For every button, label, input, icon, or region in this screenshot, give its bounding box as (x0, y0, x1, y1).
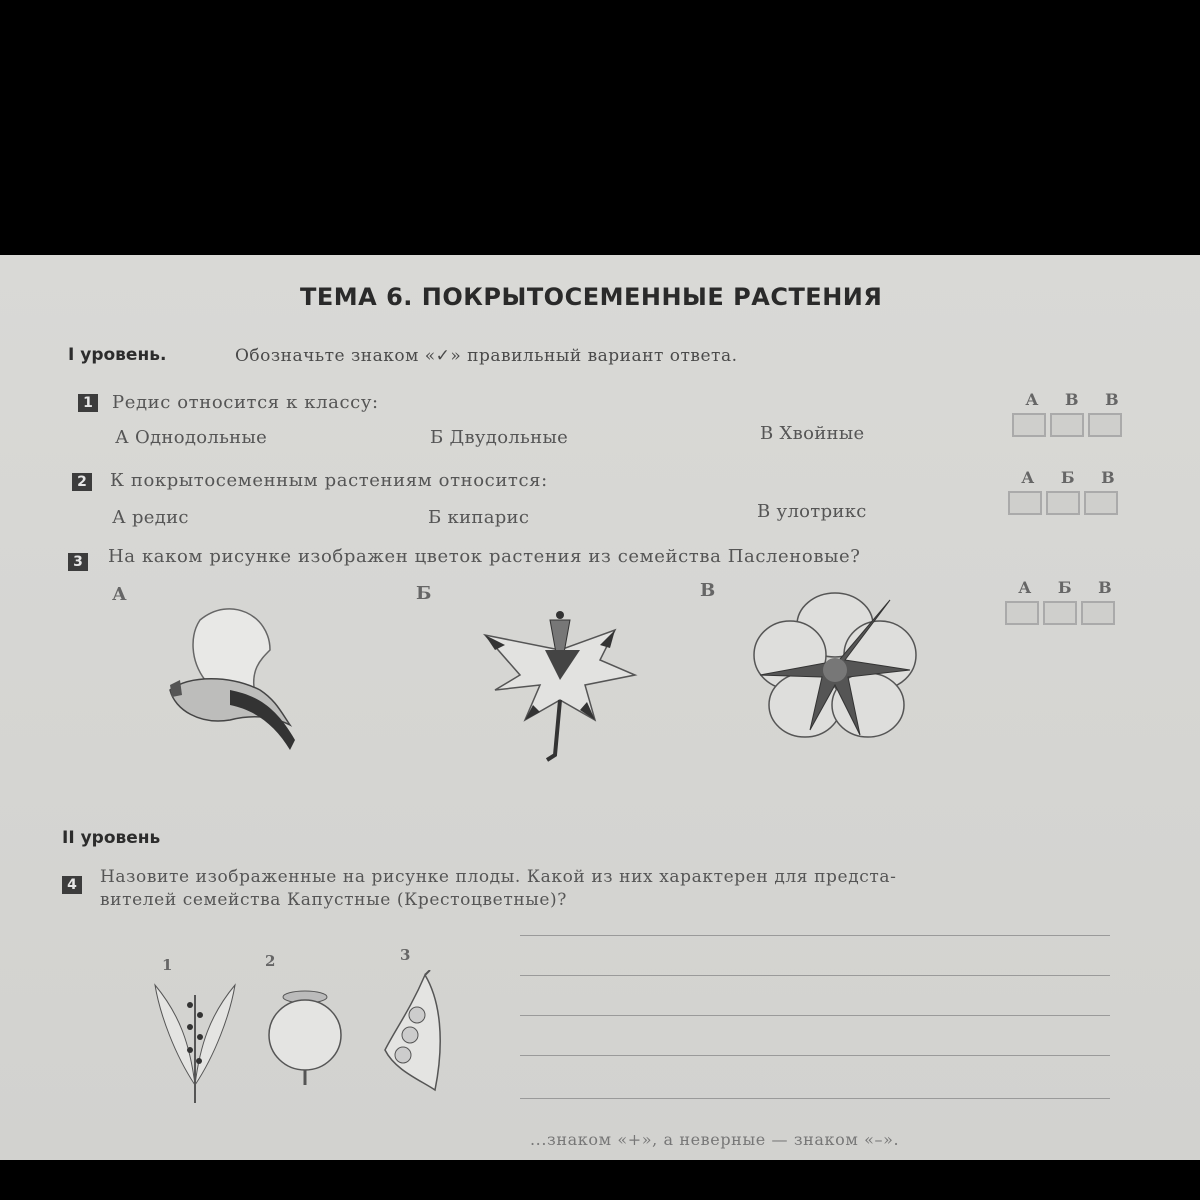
answer-box-a[interactable] (1012, 413, 1046, 437)
footer-cut-text: ...знаком «+», а неверные — знаком «–». (530, 1130, 900, 1149)
question-4-text-line-2: вителей семейства Капустные (Крестоцветные)? (100, 890, 567, 910)
answer-box-b[interactable] (1046, 491, 1080, 515)
fruit-1-illustration (145, 975, 245, 1105)
question-3-text: На каком рисунке изображен цветок растения из семейства Пасленовые? (108, 546, 861, 567)
fruit-2-illustration (260, 985, 350, 1085)
question-2-option-b[interactable]: Б кипарис (428, 507, 530, 528)
answer-line-1[interactable] (520, 935, 1110, 936)
answer-line-4[interactable] (520, 1055, 1110, 1056)
answer-header-v: В (1105, 390, 1119, 409)
figure-label-b: Б (416, 583, 432, 604)
figure-label-v: В (700, 580, 716, 601)
answer-box-b[interactable] (1050, 413, 1084, 437)
question-2-option-a[interactable]: А редис (112, 507, 189, 528)
question-2-text: К покрытосеменным растениям относится: (110, 470, 548, 491)
answer-header-a: А (1021, 468, 1035, 487)
answer-header-b: В (1064, 390, 1079, 409)
question-4-text-line-1: Назовите изображенные на рисунке плоды. Какой из них характерен для предста- (100, 867, 897, 887)
level-1-label: I уровень. (68, 345, 167, 365)
question-2-answer-grid (1008, 468, 1128, 515)
answer-line-2[interactable] (520, 975, 1110, 976)
question-3-answer-grid (1005, 578, 1125, 625)
answer-box-v[interactable] (1088, 413, 1122, 437)
answer-box-v[interactable] (1084, 491, 1118, 515)
question-1-option-b[interactable]: Б Двудольные (430, 427, 569, 448)
figure-label-a: А (112, 584, 127, 605)
question-3-number: 3 (68, 553, 88, 571)
flower-v-illustration (750, 585, 920, 745)
fruit-number-1: 1 (162, 956, 173, 974)
question-2-number: 2 (72, 473, 92, 491)
question-1-option-v[interactable]: В Хвойные (760, 423, 865, 444)
fruit-number-3: 3 (400, 946, 411, 964)
answer-box-a[interactable] (1005, 601, 1039, 625)
question-1-text: Редис относится к классу: (112, 392, 379, 413)
fruit-number-2: 2 (265, 952, 276, 970)
flower-b-illustration (465, 590, 645, 770)
answer-box-b[interactable] (1043, 601, 1077, 625)
question-4-number: 4 (62, 876, 82, 894)
answer-header-v: В (1101, 468, 1115, 487)
level-2-label: II уровень (62, 828, 161, 848)
answer-header-b: Б (1057, 578, 1072, 597)
answer-line-5[interactable] (520, 1098, 1110, 1099)
question-2-option-v[interactable]: В улотрикс (757, 501, 867, 522)
answer-line-3[interactable] (520, 1015, 1110, 1016)
answer-header-a: А (1025, 390, 1039, 409)
page-title: ТЕМА 6. ПОКРЫТОСЕМЕННЫЕ РАСТЕНИЯ (300, 283, 883, 311)
answer-header-v: В (1098, 578, 1112, 597)
question-1-option-a[interactable]: А Однодольные (115, 427, 268, 448)
answer-box-a[interactable] (1008, 491, 1042, 515)
question-1-number: 1 (78, 394, 98, 412)
level-1-instruction: Обозначьте знаком «✓» правильный вариант ответа. (235, 346, 738, 366)
answer-header-b: Б (1060, 468, 1075, 487)
question-1-answer-grid (1012, 390, 1132, 437)
answer-header-a: А (1018, 578, 1032, 597)
flower-a-illustration (160, 600, 310, 770)
fruit-3-illustration (375, 970, 455, 1110)
answer-box-v[interactable] (1081, 601, 1115, 625)
